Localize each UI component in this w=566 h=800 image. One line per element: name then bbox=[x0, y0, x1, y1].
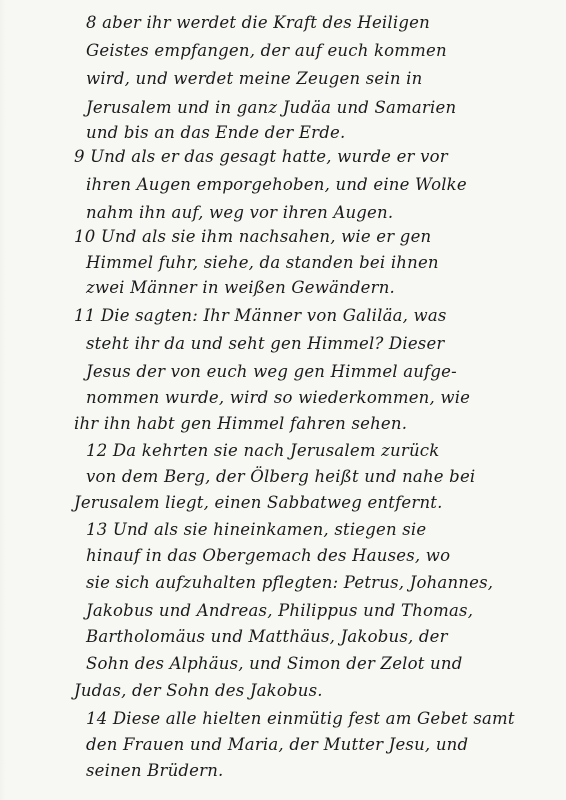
text-line: nommen wurde, wird so wiederkommen, wie bbox=[86, 388, 471, 407]
text-line: hinauf in das Obergemach des Hauses, wo bbox=[86, 546, 451, 565]
text-line: 14 Diese alle hielten einmütig fest am Gebet samt bbox=[86, 709, 515, 728]
text-line: 11 Die sagten: Ihr Männer von Galiläa, was bbox=[74, 306, 447, 325]
text-line: Bartholomäus und Matthäus, Jakobus, der bbox=[86, 627, 448, 646]
text-line: Himmel fuhr, siehe, da standen bei ihnen bbox=[86, 253, 439, 272]
text-line: Jakobus und Andreas, Philippus und Thomas, bbox=[86, 601, 474, 620]
text-line: 10 Und als sie ihm nachsahen, wie er gen bbox=[74, 227, 432, 246]
text-line: zwei Männer in weißen Gewändern. bbox=[86, 278, 395, 297]
text-line: 13 Und als sie hineinkamen, stiegen sie bbox=[86, 520, 427, 539]
text-line: und bis an das Ende der Erde. bbox=[86, 123, 346, 142]
text-line: von dem Berg, der Ölberg heißt und nahe bei bbox=[86, 467, 476, 486]
text-line: ihren Augen emporgehoben, und eine Wolke bbox=[86, 175, 467, 194]
text-line: seinen Brüdern. bbox=[86, 761, 224, 780]
text-line: Jesus der von euch weg gen Himmel aufge- bbox=[86, 362, 457, 381]
text-line: Jerusalem liegt, einen Sabbatweg entfernt. bbox=[74, 493, 443, 512]
text-line: Judas, der Sohn des Jakobus. bbox=[74, 681, 323, 700]
text-line: den Frauen und Maria, der Mutter Jesu, und bbox=[86, 735, 469, 754]
text-line: 8 aber ihr werdet die Kraft des Heiligen bbox=[86, 13, 430, 32]
text-line: Geistes empfangen, der auf euch kommen bbox=[86, 41, 447, 60]
text-line: Jerusalem und in ganz Judäa und Samarien bbox=[86, 98, 457, 117]
text-line: ihr ihn habt gen Himmel fahren sehen. bbox=[74, 414, 408, 433]
text-line: Sohn des Alphäus, und Simon der Zelot und bbox=[86, 654, 463, 673]
text-line: 9 Und als er das gesagt hatte, wurde er vor bbox=[74, 147, 448, 166]
text-line: wird, und werdet meine Zeugen sein in bbox=[86, 69, 423, 88]
text-line: 12 Da kehrten sie nach Jerusalem zurück bbox=[86, 441, 440, 460]
text-line: nahm ihn auf, weg vor ihren Augen. bbox=[86, 203, 394, 222]
text-line: sie sich aufzuhalten pflegten: Petrus, Johannes, bbox=[86, 573, 494, 592]
text-line: steht ihr da und seht gen Himmel? Dieser bbox=[86, 334, 445, 353]
